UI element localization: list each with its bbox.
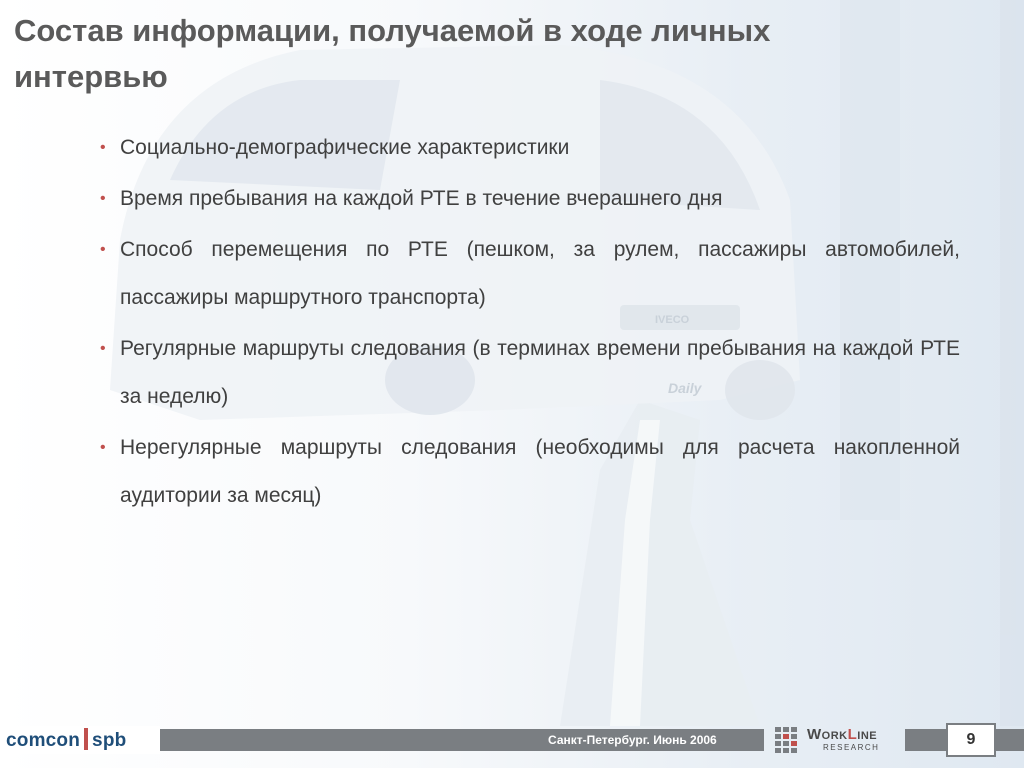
list-item	[100, 226, 960, 322]
van-model-text: Daily	[668, 380, 702, 396]
list-item	[100, 175, 960, 223]
list-item	[100, 424, 960, 520]
bullet-icon: •	[100, 139, 106, 156]
list-item	[100, 124, 960, 172]
bullet-text: Способ перемещения по РТЕ (пешком, за рулем, пассажиры автомобилей, пассажиры маршрутного транспорта)	[120, 238, 960, 309]
logo-separator	[84, 728, 88, 750]
workline-logo-text	[807, 726, 877, 743]
comcon-logo-text: comcon	[6, 730, 81, 751]
bullet-text: Регулярные маршруты следования (в терминах времени пребывания на каждой РТЕ за неделю)	[120, 337, 960, 408]
comcon-logo	[6, 728, 126, 752]
workline-w: W	[807, 726, 822, 743]
bullet-list	[100, 124, 960, 523]
footer-logo-area	[0, 726, 160, 754]
footer-caption: Санкт-Петербург. Июнь 2006	[548, 733, 717, 747]
workline-research-text: RESEARCH	[823, 743, 880, 752]
slide-title: Состав информации, получаемой в ходе личных интервью	[14, 13, 771, 94]
list-item	[100, 325, 960, 421]
bullet-icon: •	[100, 439, 106, 456]
workline-ine: INE	[857, 730, 878, 742]
workline-logo	[773, 724, 903, 754]
workline-l: L	[847, 726, 858, 743]
van-badge-text: IVECO	[655, 314, 690, 326]
bullet-text: Время пребывания на каждой РТЕ в течение вчерашнего дня	[120, 187, 723, 210]
workline-ork: ORK	[821, 730, 848, 742]
bullet-text: Социально-демографические характеристики	[120, 136, 570, 159]
bullet-icon: •	[100, 190, 106, 207]
page-number: 9	[946, 723, 996, 757]
bullet-icon: •	[100, 340, 106, 357]
workline-grid-icon	[773, 724, 803, 754]
bullet-text: Нерегулярные маршруты следования (необходимы для расчета накопленной аудитории за месяц)	[120, 436, 960, 507]
bullet-icon: •	[100, 241, 106, 258]
spb-logo-text: spb	[92, 730, 127, 751]
